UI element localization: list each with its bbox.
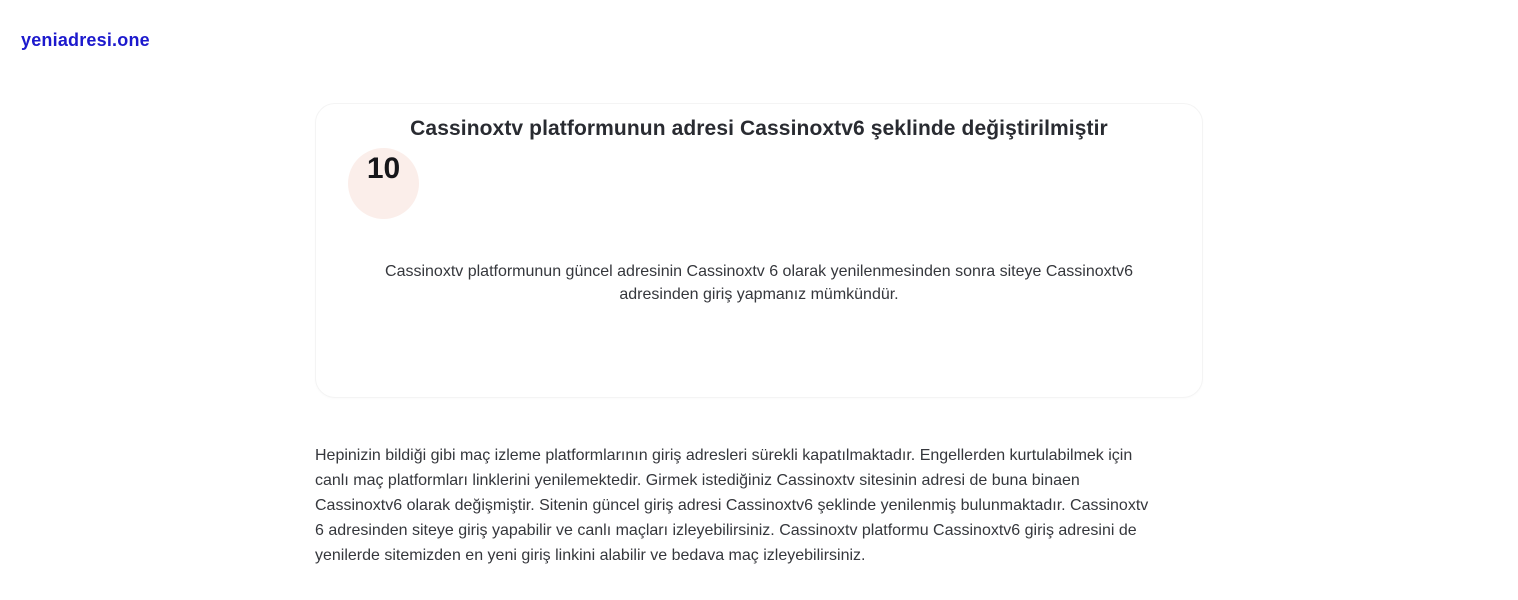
countdown-circle — [348, 148, 419, 219]
article-paragraph: Hepinizin bildiği gibi maç izleme platformlarının giriş adresleri sürekli kapatılmaktadır. Engellerden kurtulabilmek için canlı maç platformları linklerini yenilemektedir. Girmek istediğiniz Cassinoxtv sitesinin adresi de buna binaen Cassinoxtv6 olarak değişmiştir. Sitenin güncel giriş adresi Cassinoxtv6 şeklinde yenilenmiş bulunmaktadır. Cassinoxtv 6 adresinden siteye giriş yapabilir ve canlı maçları izleyebilirsiniz. Cassinoxtv platformu Cassinoxtv6 giriş adresini de yenilerde sitemizden en yeni giriş linkini alabilir ve bedava maç izleyebilirsiniz. — [315, 447, 1149, 564]
notice-description: Cassinoxtv platformunun güncel adresinin Cassinoxtv 6 olarak yenilenmesinden sonra siteye Cassinoxtv6 adresinden giriş yapmanız mümkündür. — [385, 263, 1133, 303]
main-content — [315, 103, 1203, 568]
countdown-value: 10 — [366, 152, 401, 185]
notice-card — [315, 103, 1203, 398]
site-header — [0, 0, 1518, 51]
notice-title: Cassinoxtv platformunun adresi Cassinoxtv6 şeklinde değiştirilmiştir — [410, 117, 1108, 140]
site-logo-link[interactable]: yeniadresi.one — [21, 30, 150, 50]
